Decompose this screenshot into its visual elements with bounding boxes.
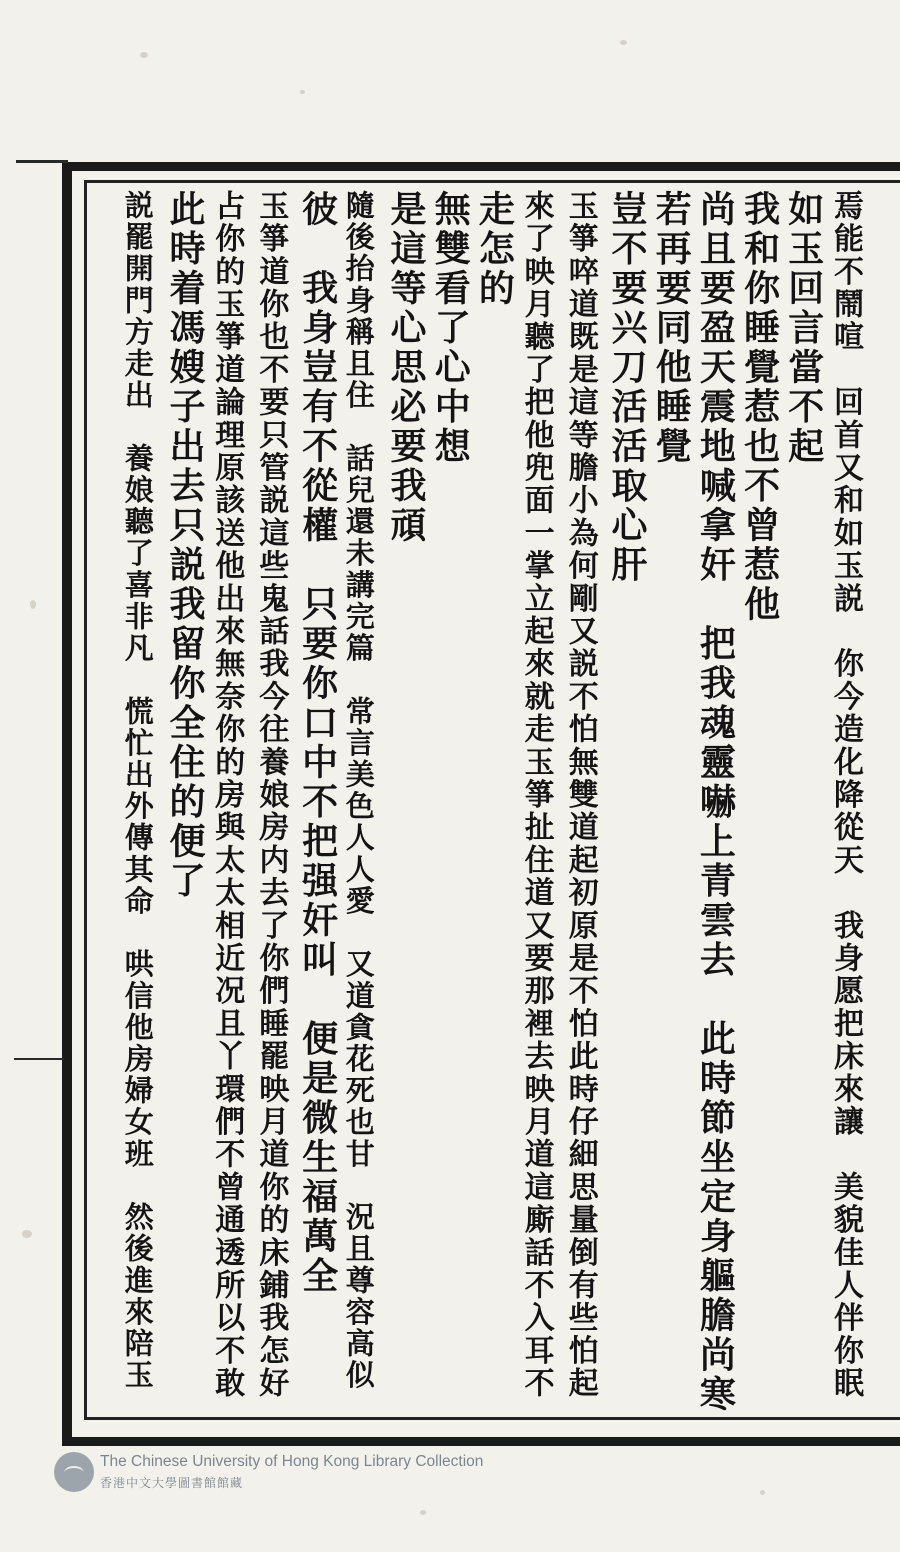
binding-mark [16, 160, 68, 163]
text-column: 是這等心思必要我頑 [385, 190, 427, 546]
text-column: 占你的玉箏道論理原該送他出來無奈你的房與太太相近况且丫環們不曾通透所以不敢 [209, 190, 245, 1400]
text-column: 説罷開門方走出 養娘聽了喜非凡 慌忙出外傳其命 哄信他房婦女班 然後進來陪玉 [120, 190, 155, 1392]
text-column: 如玉回言當不起 [782, 190, 825, 467]
watermark-chinese: 香港中文大學圖書館館藏 [100, 1476, 244, 1490]
text-column: 若再要同他睡覺 [650, 190, 693, 467]
text-column: 來了映月聽了把他兜面一掌立起來就走玉箏扯住道又要那裡去映月道這廝話不入耳不 [518, 190, 554, 1400]
text-column: 尚且要盈天震地喊拿奸 把我魂靈嚇上青雲去 此時節坐定身軀膽尚寒 [694, 190, 737, 1415]
watermark-english: The Chinese University of Hong Kong Library Collection [100, 1453, 484, 1470]
text-column: 焉能不鬧喧 回首又和如玉説 你今造化降從天 我身愿把床來讓 美貌佳人伴你眠 [828, 190, 863, 1400]
text-column: 此時着馮嫂子出去只説我留你全住的便了 [164, 190, 206, 901]
text-column: 走怎的 [473, 190, 516, 309]
text-column: 豈不要兴刀活活取心肝 [606, 190, 648, 585]
text-column: 無雙看了心中想 [429, 190, 472, 467]
text-column: 彼 我身豈有不從權 只要你口中不把强奸叫 便是微生福萬全 [296, 190, 339, 1296]
library-logo-icon [54, 1452, 94, 1492]
text-column: 玉箏道你也不要只管説這些鬼話我今往養娘房内去了你們睡罷映月道你的床鋪我怎好 [253, 190, 289, 1400]
library-watermark [54, 1450, 524, 1498]
text-column: 隨後抬身稱且住 話兒還未講完篇 常言美色人人愛 又道貪花死也甘 況且尊容高似 [341, 190, 376, 1392]
text-column: 我和你睡覺惹也不曾惹他 [738, 190, 781, 625]
text-column: 玉箏啐道既是這等膽小為何剛又説不怕無雙道起初原是不怕此時仔細思量倒有些怕起 [562, 190, 598, 1400]
binding-mark [14, 1058, 64, 1060]
